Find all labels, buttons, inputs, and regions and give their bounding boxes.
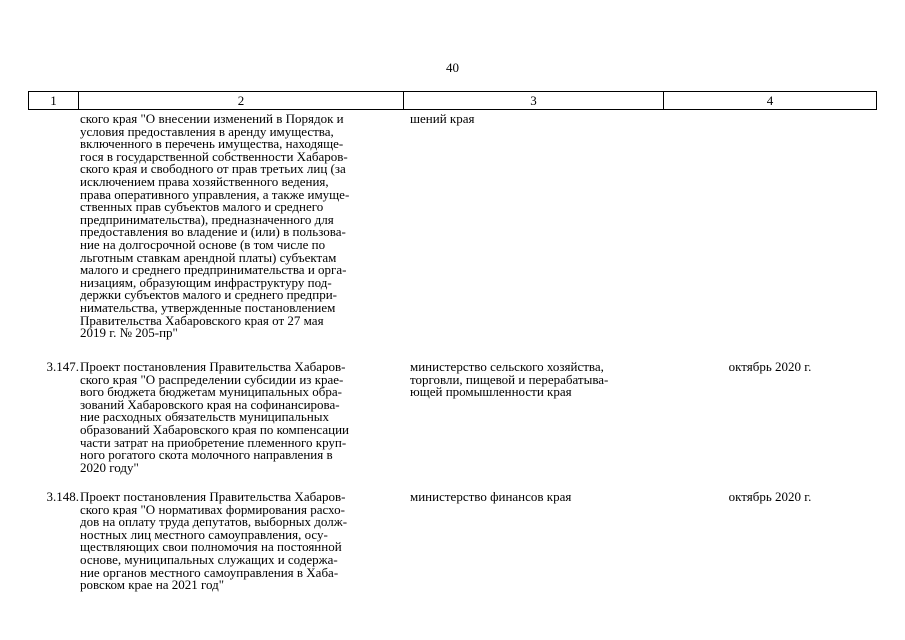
row-deadline: октябрь 2020 г. [728, 359, 812, 374]
row-responsible: шений края [410, 111, 475, 126]
row-description: Проект постановления Правительства Хабаров- ского края "О нормативах формирования расхо- дов на оплату труда депутатов, выборных долж- ностных лиц местного самоуправления, осу- ществляющих свои полномочия на постоянной основе, муниципальных служащих и содержа- ние органов местного самоуправления в Хаба- ровском крае на 2021 год" [80, 489, 348, 593]
row-description: Проект постановления Правительства Хабаров- ского края "О распределении субсидии из крае- вого бюджета бюджетам муниципальных обра- зований Хабаровского края на софинансирова- ние расходных обязательств муниципальных образований Хабаровского края по компенсации части затрат на приобретение племенного круп- ного рогатого скота молочного направления в 2020 году" [80, 359, 350, 475]
header-col-3: 3 [404, 92, 664, 110]
header-col-4: 4 [664, 92, 877, 110]
header-col-1: 1 [29, 92, 79, 110]
row-deadline: октябрь 2020 г. [728, 489, 812, 504]
row-responsible: министерство сельского хозяйства, торговли, пищевой и перерабатыва- ющей промышленности края [410, 359, 609, 400]
row-number: 3.147. [46, 359, 79, 374]
table-header [28, 91, 877, 110]
row-number: 3.148. [46, 489, 79, 504]
row-responsible: министерство финансов края [410, 489, 572, 504]
row-description: ского края "О внесении изменений в Порядок и условия предоставления в аренду имущества, включенного в перечень имущества, находяще- гося в государственной собственности Хабаров- ского края и свободного от прав третьих лиц (за исключением права хозяйственного ведения, права оперативного управления, а также имуще- ственных прав субъектов малого и среднего предпринимательства), предназначенного для предоставления во владение и (или) в пользова- ние на долгосрочной основе (в том числе по льготным ставкам арендной платы) субъектам малого и среднего предпринимательства и орга- низациям, образующим инфраструктуру под- держки субъектов малого и среднего предпри- нимательства, утвержденные постановлением Правительства Хабаровского края от 27 мая 2019 г. № 205-пр" [80, 111, 350, 341]
page-number: 40 [446, 60, 459, 75]
header-col-2: 2 [79, 92, 404, 110]
